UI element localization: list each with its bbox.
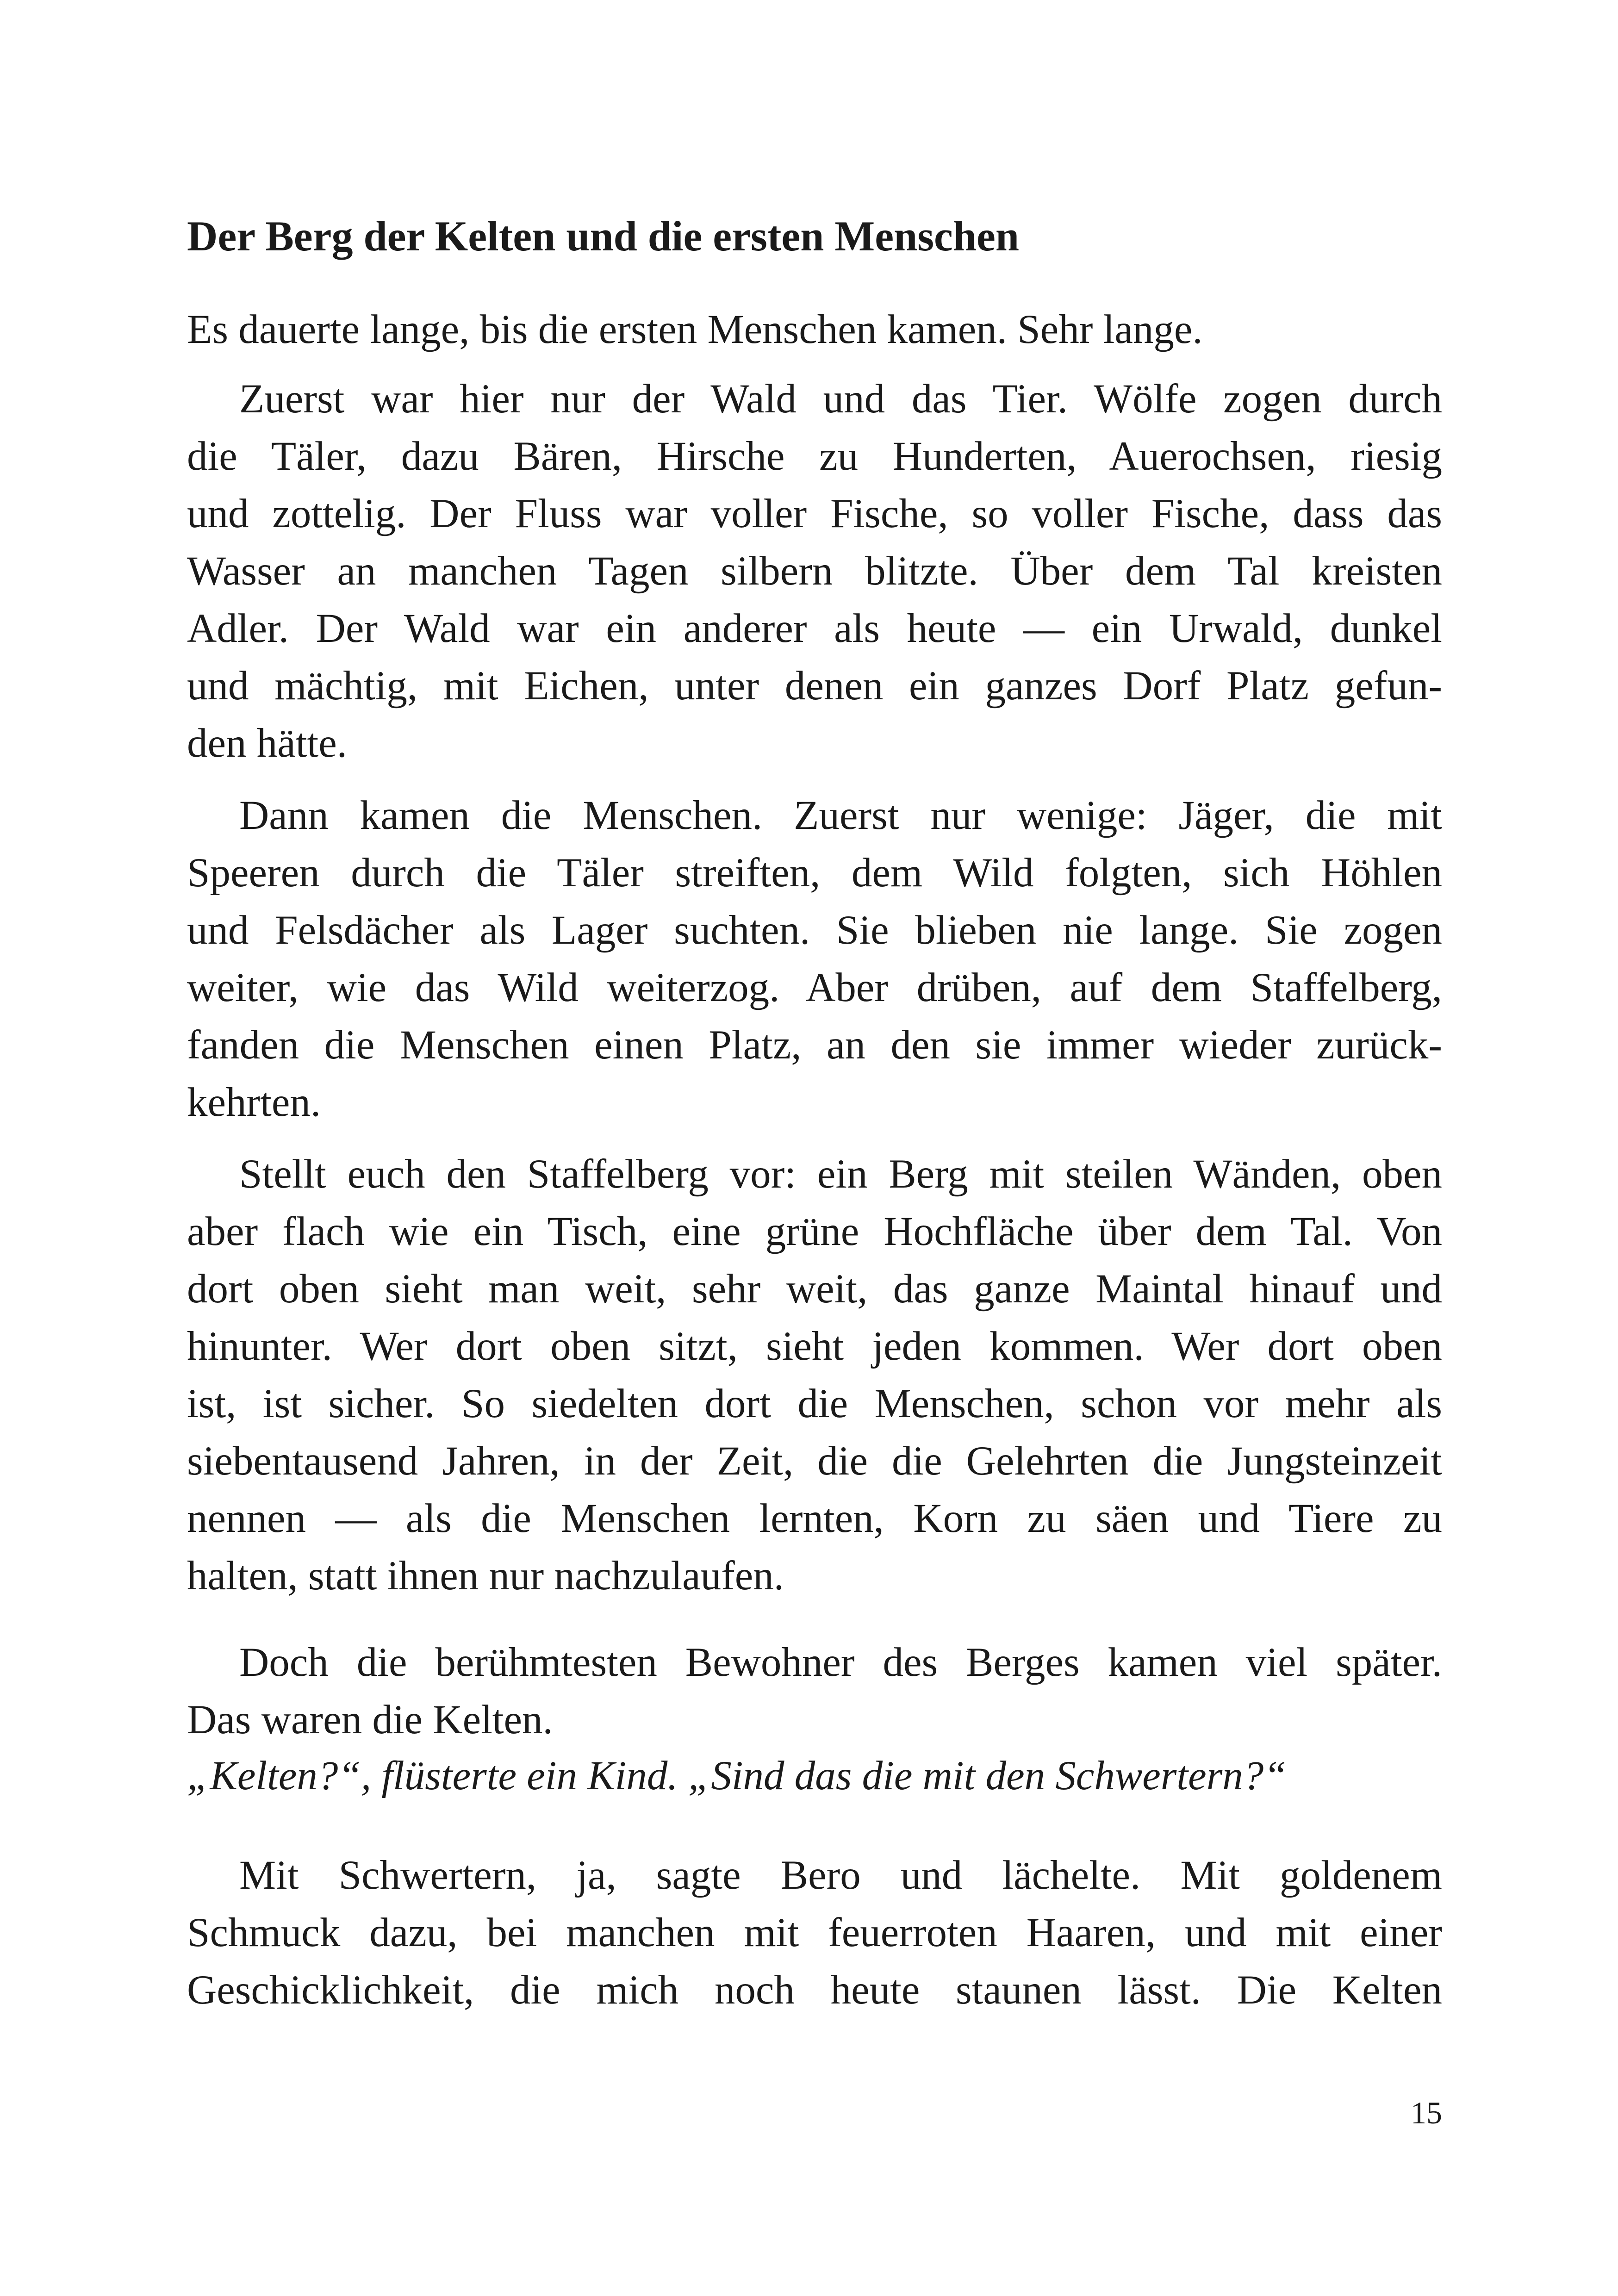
paragraph: [187, 1634, 1442, 1748]
text-line: hinunter. Wer dort oben sitzt, sieht jeden kommen. Wer dort oben: [187, 1324, 1442, 1369]
text-line: kehrten.: [187, 1080, 321, 1125]
text-line: weiter, wie das Wild weiterzog. Aber drüben, auf dem Staffelberg,: [187, 965, 1442, 1010]
paragraph: [187, 370, 1442, 772]
text-line: dort oben sieht man weit, sehr weit, das ganze Maintal hinauf und: [187, 1266, 1442, 1312]
text-line: Stellt euch den Staffelberg vor: ein Berg mit steilen Wänden, oben: [239, 1151, 1442, 1197]
text-line: „Kelten?“, flüsterte ein Kind. „Sind das die mit den Schwertern?“: [187, 1753, 1287, 1798]
text-line: Doch die berühmtesten Bewohner des Berges kamen viel später.: [239, 1640, 1442, 1685]
text-line: aber flach wie ein Tisch, eine grüne Hochfläche über dem Tal. Von: [187, 1209, 1442, 1254]
text-line: Zuerst war hier nur der Wald und das Tier. Wölfe zogen durch: [239, 376, 1442, 422]
text-line: und zottelig. Der Fluss war voller Fische, so voller Fische, dass das: [187, 491, 1442, 536]
paragraph: [187, 1145, 1442, 1605]
text-line: Geschicklichkeit, die mich noch heute staunen lässt. Die Kelten: [187, 1967, 1442, 2013]
book-page: [187, 0, 1442, 2296]
chapter-heading: Der Berg der Kelten und die ersten Menschen: [187, 212, 1020, 260]
text-line: Adler. Der Wald war ein anderer als heute — ein Urwald, dunkel: [187, 606, 1442, 651]
text-line: Schmuck dazu, bei manchen mit feuerroten Haaren, und mit einer: [187, 1910, 1442, 1955]
text-line: fanden die Menschen einen Platz, an den sie immer wieder zurück-: [187, 1022, 1442, 1068]
text-line: den hätte.: [187, 721, 347, 766]
text-line: halten, statt ihnen nur nachzulaufen.: [187, 1553, 784, 1599]
dialogue-paragraph: [187, 1747, 1442, 1804]
paragraph: [187, 1847, 1442, 2019]
text-line: Wasser an manchen Tagen silbern blitzte. Über dem Tal kreisten: [187, 548, 1442, 594]
text-line: nennen — als die Menschen lernten, Korn zu säen und Tiere zu: [187, 1496, 1442, 1541]
text-line: Mit Schwertern, ja, sagte Bero und lächelte. Mit goldenem: [239, 1853, 1442, 1898]
text-line: Dann kamen die Menschen. Zuerst nur wenige: Jäger, die mit: [239, 793, 1442, 838]
text-line: die Täler, dazu Bären, Hirsche zu Hunderten, Auerochsen, riesig: [187, 434, 1442, 479]
text-line: Es dauerte lange, bis die ersten Menschen kamen. Sehr lange.: [187, 307, 1203, 352]
text-line: Das waren die Kelten.: [187, 1697, 553, 1742]
paragraph: [187, 301, 1442, 358]
text-line: ist, ist sicher. So siedelten dort die Menschen, schon vor mehr als: [187, 1381, 1442, 1426]
text-line: siebentausend Jahren, in der Zeit, die die Gelehrten die Jungsteinzeit: [187, 1438, 1442, 1484]
text-line: Speeren durch die Täler streiften, dem Wild folgten, sich Höhlen: [187, 850, 1442, 896]
page-number: 15: [1411, 2095, 1442, 2130]
text-line: und mächtig, mit Eichen, unter denen ein ganzes Dorf Platz gefun-: [187, 663, 1442, 709]
paragraph: [187, 787, 1442, 1131]
text-line: und Felsdächer als Lager suchten. Sie blieben nie lange. Sie zogen: [187, 908, 1442, 953]
